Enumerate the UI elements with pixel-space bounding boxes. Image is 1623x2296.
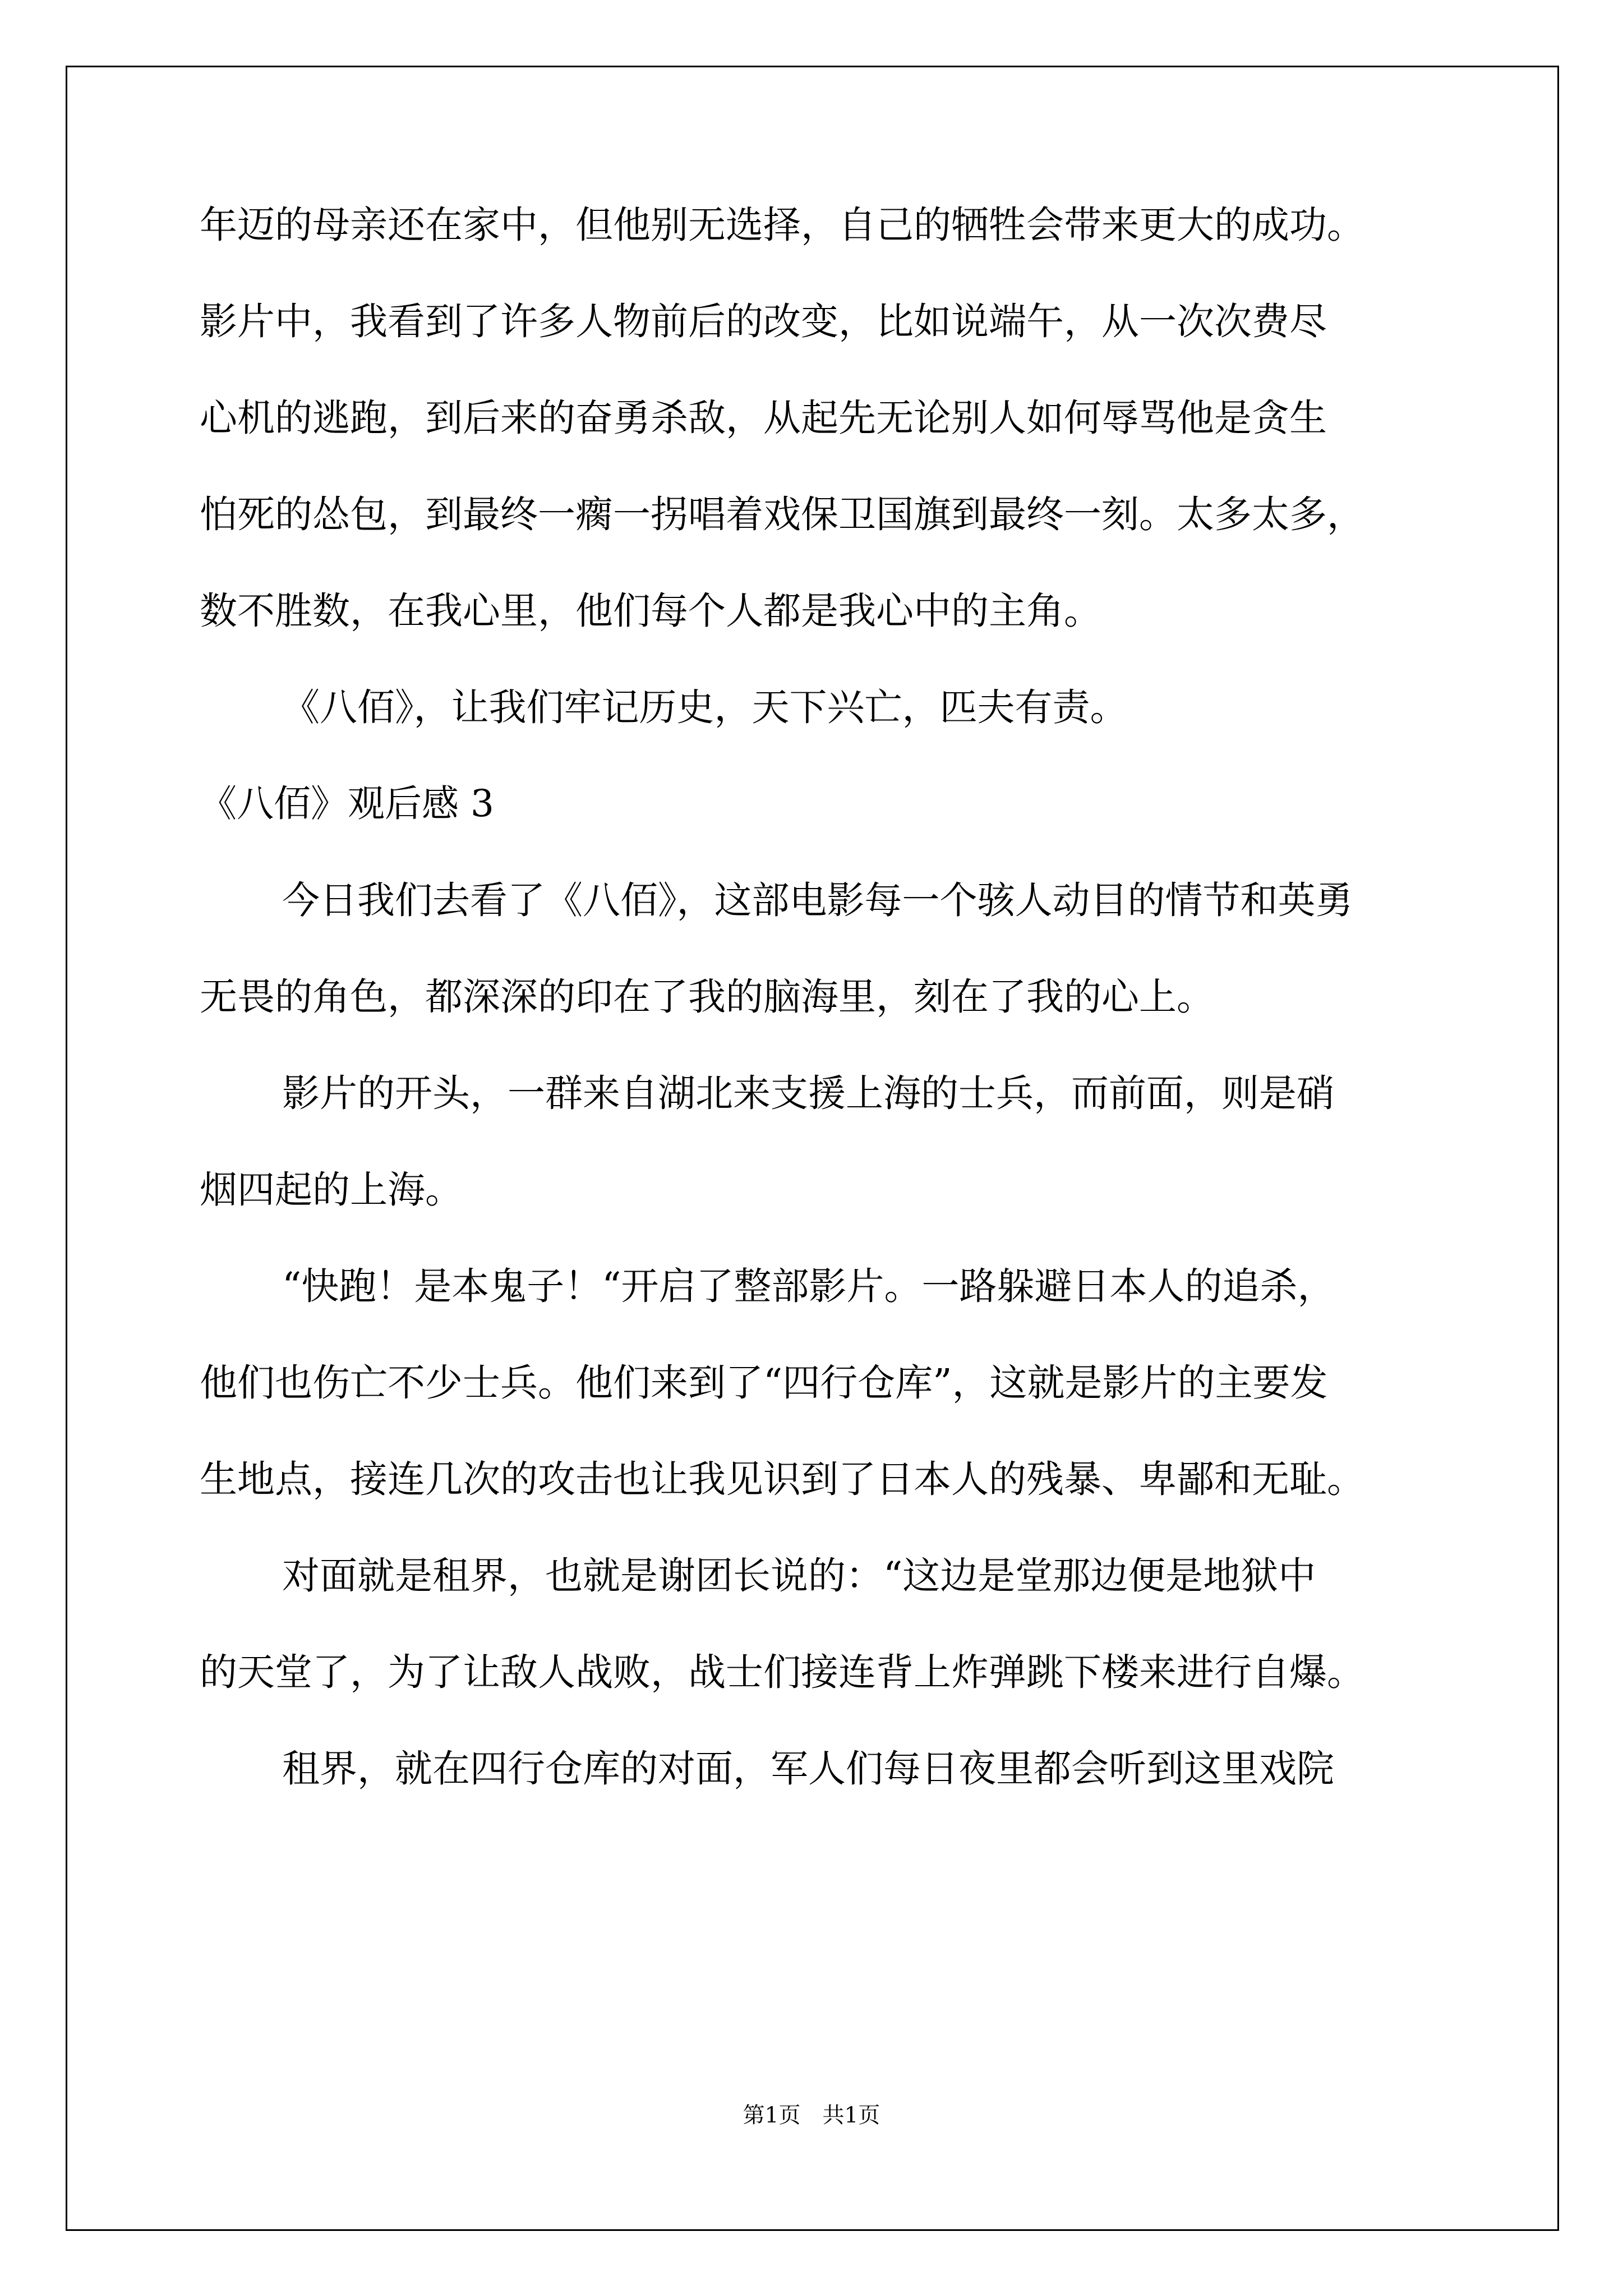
text-line: 怕死的怂包，到最终一瘸一拐唱着戏保卫国旗到最终一刻。太多太多， [200,493,1364,536]
text-line: 影片的开头，一群来自湖北来支援上海的士兵，而前面，则是硝 [282,1071,1334,1115]
section-heading: 《八佰》观后感 3 [200,782,494,825]
page-number: 第1页 共1页 [743,2103,880,2128]
text-line: 他们也伤亡不少士兵。他们来到了“四行仓库”，这就是影片的主要发 [200,1361,1328,1405]
text-line: 年迈的母亲还在家中，但他别无选择，自己的牺牲会带来更大的成功。 [200,203,1364,247]
text-line: 数不胜数，在我心里，他们每个人都是我心中的主角。 [200,589,1101,633]
text-line: 生地点，接连几次的攻击也让我见识到了日本人的残暴、卑鄙和无耻。 [200,1457,1364,1501]
text-line: 影片中，我看到了许多人物前后的改变，比如说端午，从一次次费尽 [200,300,1327,343]
text-line: 《八佰》，让我们牢记历史，天下兴亡，匹夫有责。 [282,685,1128,729]
text-line: 无畏的角色，都深深的印在了我的脑海里，刻在了我的心上。 [200,975,1214,1019]
text-line: 心机的逃跑，到后来的奋勇杀敌，从起先无论别人如何辱骂他是贪生 [200,396,1327,440]
text-line: 今日我们去看了《八佰》，这部电影每一个骇人动目的情节和英勇 [282,878,1353,922]
text-line: 的天堂了，为了让敌人战败，战士们接连背上炸弹跳下楼来进行自爆。 [200,1650,1364,1694]
text-line: “快跑！是本鬼子！“开启了整部影片。一路躲避日本人的追杀， [282,1264,1335,1308]
text-line: 对面就是租界，也就是谢团长说的：“这边是堂那边便是地狱中 [282,1554,1316,1598]
text-line: 租界，就在四行仓库的对面，军人们每日夜里都会听到这里戏院 [282,1747,1334,1791]
text-line: 烟四起的上海。 [200,1168,463,1212]
